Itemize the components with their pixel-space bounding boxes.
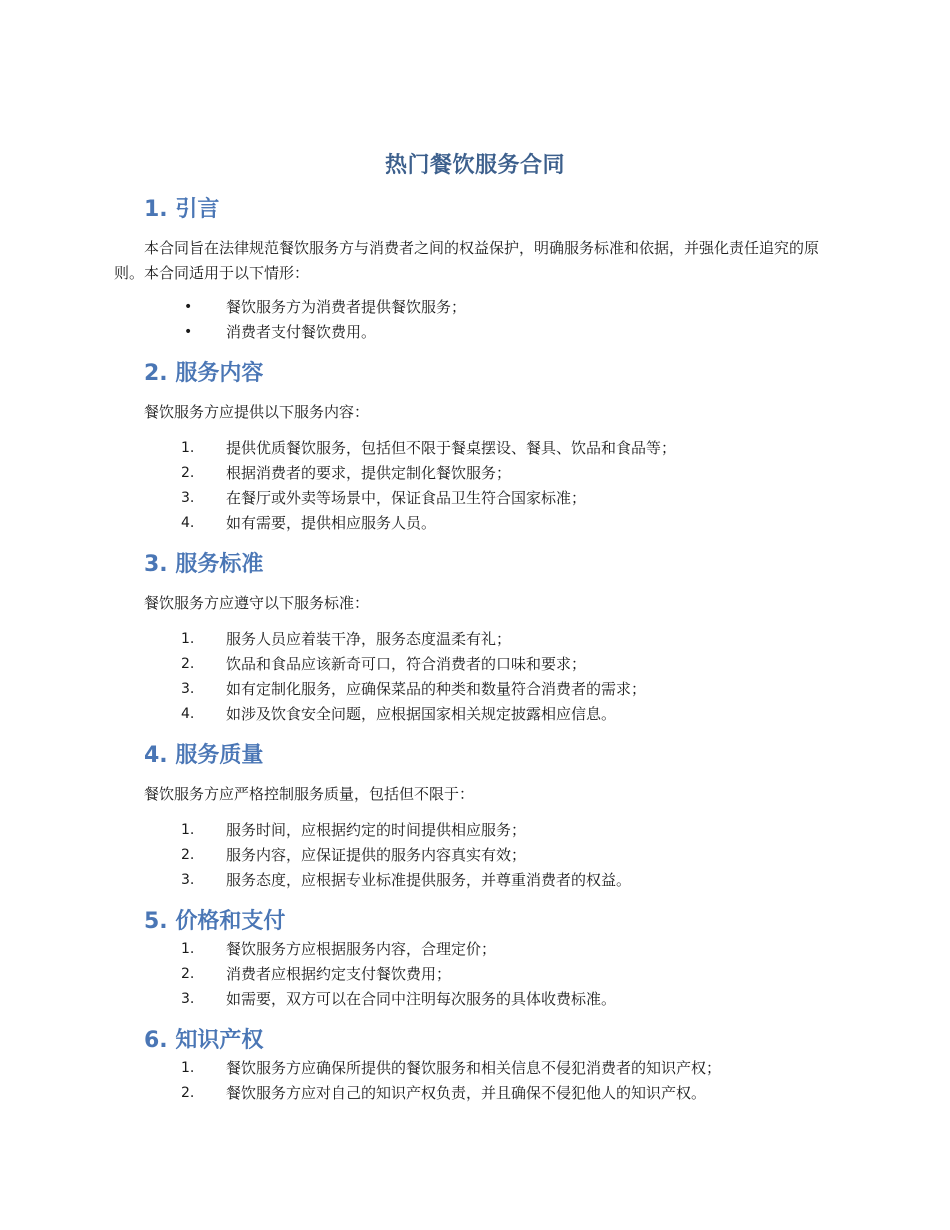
section-paragraph: 餐饮服务方应提供以下服务内容：: [144, 403, 370, 421]
list-number: 2.: [181, 465, 195, 481]
list-number: 2.: [181, 847, 195, 863]
section-heading: 3. 服务标准: [144, 552, 264, 577]
list-item-text: 如有需要，提供相应服务人员。: [226, 514, 437, 532]
list-item-text: 服务内容，应保证提供的服务内容真实有效；: [226, 846, 527, 864]
list-number: 4.: [181, 706, 195, 722]
list-item: [0, 1056, 950, 1081]
bullet-marker: •: [184, 299, 193, 315]
list-item: [0, 461, 950, 486]
list-item-text: 餐饮服务方应根据服务内容，合理定价；: [226, 940, 497, 958]
list-item: [0, 702, 950, 727]
bullet-marker: •: [184, 324, 193, 340]
list-number: 1.: [181, 1060, 195, 1076]
list-item-text: 服务人员应着装干净，服务态度温柔有礼；: [226, 630, 512, 648]
list-number: 1.: [181, 941, 195, 957]
list-number: 3.: [181, 991, 195, 1007]
section-paragraph: 本合同旨在法律规范餐饮服务方与消费者之间的权益保护，明确服务标准和依据，并强化责任追究的原则。本合同适用于以下情形：: [114, 239, 820, 282]
list-item-text: 服务态度，应根据专业标准提供服务，并尊重消费者的权益。: [226, 871, 632, 889]
list-item: [0, 295, 950, 320]
list-item: [0, 937, 950, 962]
list-item: [0, 1081, 950, 1106]
list-item-text: 餐饮服务方为消费者提供餐饮服务；: [226, 298, 467, 316]
list-item-text: 根据消费者的要求，提供定制化餐饮服务；: [226, 464, 512, 482]
document-title: 热门餐饮服务合同: [384, 153, 565, 178]
list-number: 1.: [181, 631, 195, 647]
list-item-text: 如涉及饮食安全问题，应根据国家相关规定披露相应信息。: [226, 705, 617, 723]
list-item: [0, 627, 950, 652]
list-item-text: 饮品和食品应该新奇可口，符合消费者的口味和要求；: [226, 655, 587, 673]
list-item-text: 消费者支付餐饮费用。: [226, 323, 377, 341]
list-number: 2.: [181, 656, 195, 672]
list-number: 3.: [181, 872, 195, 888]
list-item-text: 如有定制化服务，应确保菜品的种类和数量符合消费者的需求；: [226, 680, 647, 698]
list-number: 3.: [181, 681, 195, 697]
list-item-text: 消费者应根据约定支付餐饮费用；: [226, 965, 452, 983]
section-heading: 5. 价格和支付: [144, 909, 286, 934]
list-number: 3.: [181, 490, 195, 506]
list-item: [0, 677, 950, 702]
list-item: [0, 652, 950, 677]
list-number: 4.: [181, 515, 195, 531]
list-number: 1.: [181, 440, 195, 456]
list-item: [0, 843, 950, 868]
list-item-text: 餐饮服务方应对自己的知识产权负责，并且确保不侵犯他人的知识产权。: [226, 1084, 707, 1102]
section-heading: 1. 引言: [144, 197, 220, 222]
list-item: [0, 818, 950, 843]
section-paragraph: 餐饮服务方应遵守以下服务标准：: [144, 594, 370, 612]
list-number: 2.: [181, 1085, 195, 1101]
section-paragraph: 餐饮服务方应严格控制服务质量，包括但不限于：: [144, 785, 475, 803]
list-item-text: 在餐厅或外卖等场景中，保证食品卫生符合国家标准；: [226, 489, 587, 507]
list-item-text: 服务时间，应根据约定的时间提供相应服务；: [226, 821, 527, 839]
list-item-text: 餐饮服务方应确保所提供的餐饮服务和相关信息不侵犯消费者的知识产权；: [226, 1059, 722, 1077]
list-item-text: 如需要，双方可以在合同中注明每次服务的具体收费标准。: [226, 990, 617, 1008]
list-number: 2.: [181, 966, 195, 982]
list-item-text: 提供优质餐饮服务，包括但不限于餐桌摆设、餐具、饮品和食品等；: [226, 439, 677, 457]
list-item: [0, 436, 950, 461]
list-item: [0, 987, 950, 1012]
list-item: [0, 962, 950, 987]
list-item: [0, 320, 950, 345]
list-number: 1.: [181, 822, 195, 838]
list-item: [0, 511, 950, 536]
section-heading: 2. 服务内容: [144, 361, 264, 386]
section-heading: 4. 服务质量: [144, 743, 264, 768]
list-item: [0, 486, 950, 511]
section-heading: 6. 知识产权: [144, 1028, 264, 1053]
list-item: [0, 868, 950, 893]
